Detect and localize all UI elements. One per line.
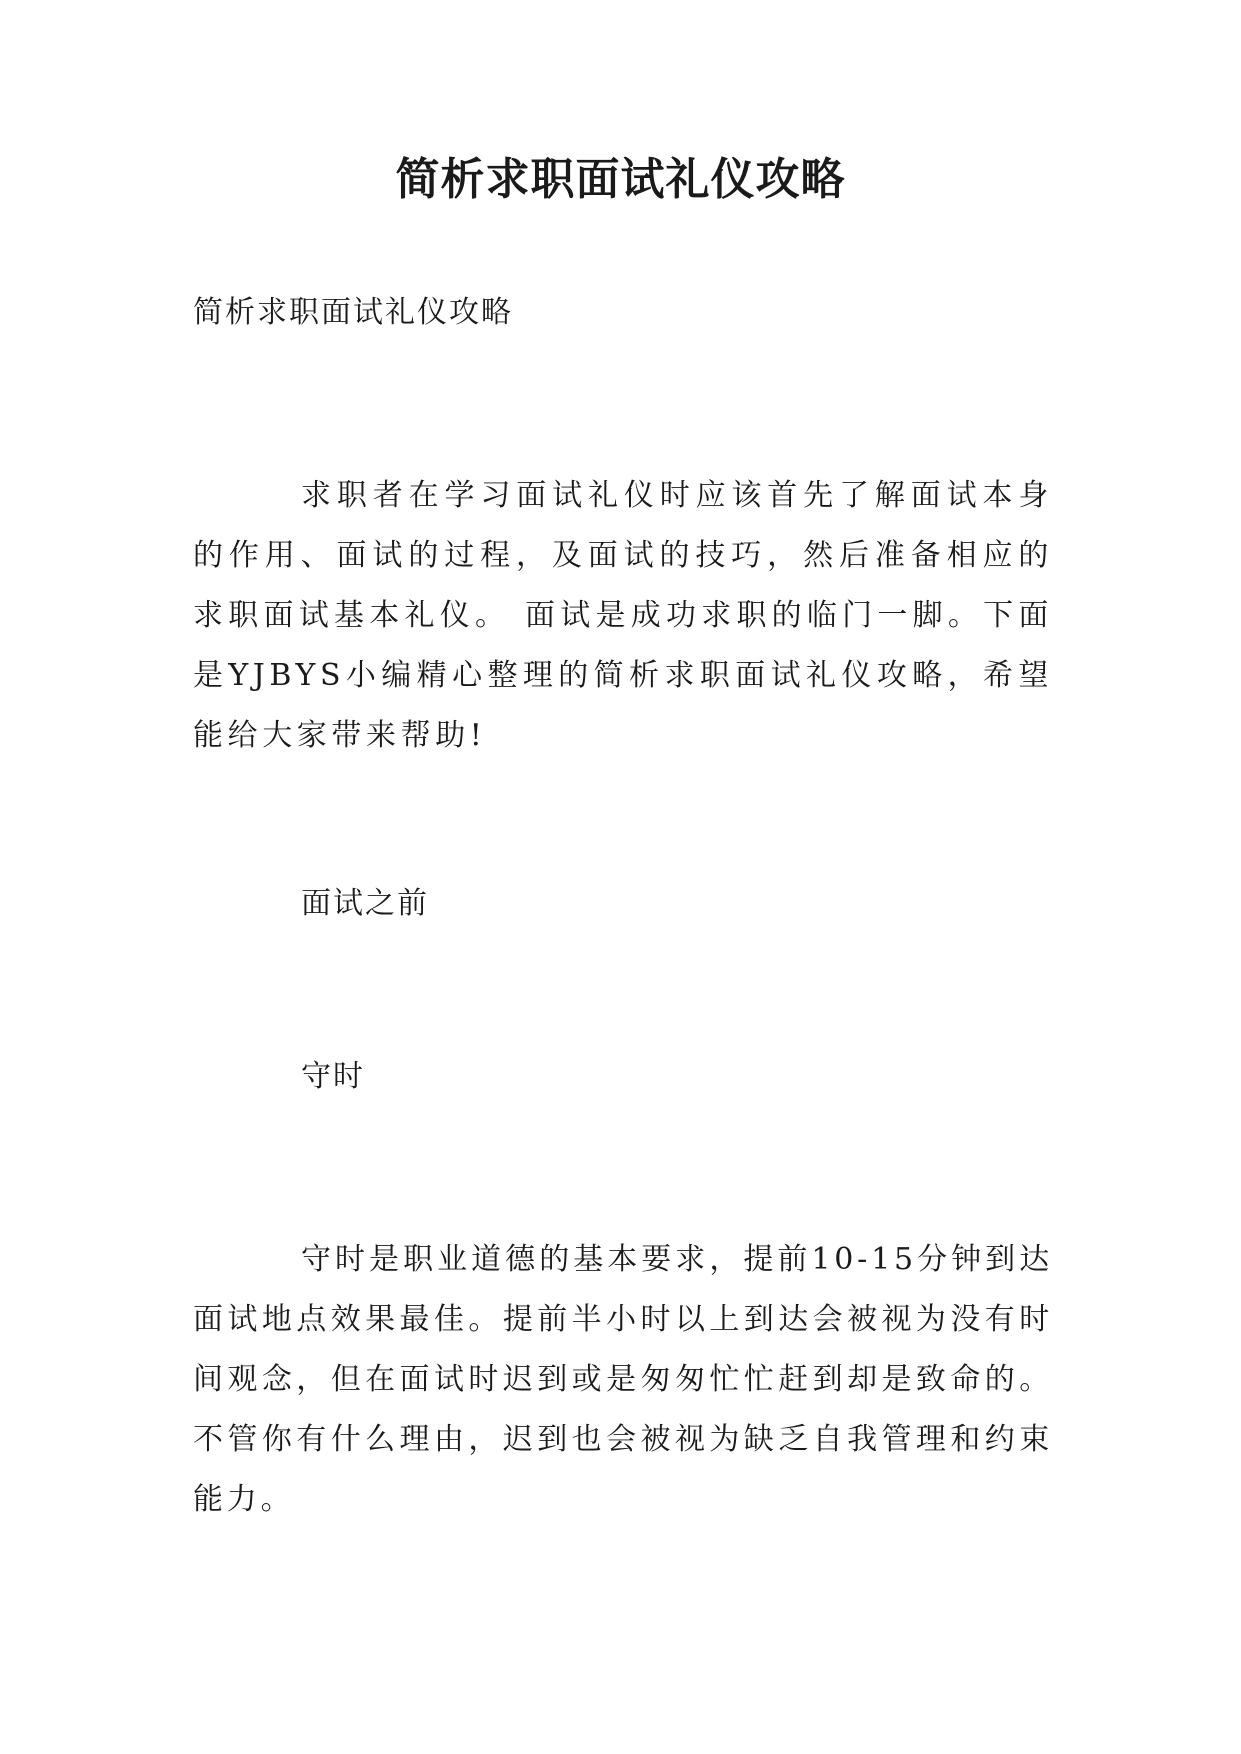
document-title: 简析求职面试礼仪攻略	[395, 154, 846, 205]
section-heading: 面试之前	[301, 886, 429, 921]
intro-paragraph: 求职者在学习面试礼仪时应该首先了解面试本身的作用、面试的过程，及面试的技巧，然后准备相应的求职面试基本礼仪。 面试是成功求职的临门一脚。下面是YJBYS小编精心整理的简析求职面试礼仪攻略，希望能给大家带来帮助!	[193, 478, 1053, 753]
punctuality-paragraph: 守时是职业道德的基本要求，提前10-15分钟到达面试地点效果最佳。提前半小时以上到达会被视为没有时间观念，但在面试时迟到或是匆匆忙忙赶到却是致命的。不管你有什么理由，迟到也会被视为缺乏自我管理和约束能力。	[193, 1242, 1053, 1517]
document-subtitle: 简析求职面试礼仪攻略	[193, 295, 513, 330]
sub-heading: 守时	[301, 1059, 365, 1094]
